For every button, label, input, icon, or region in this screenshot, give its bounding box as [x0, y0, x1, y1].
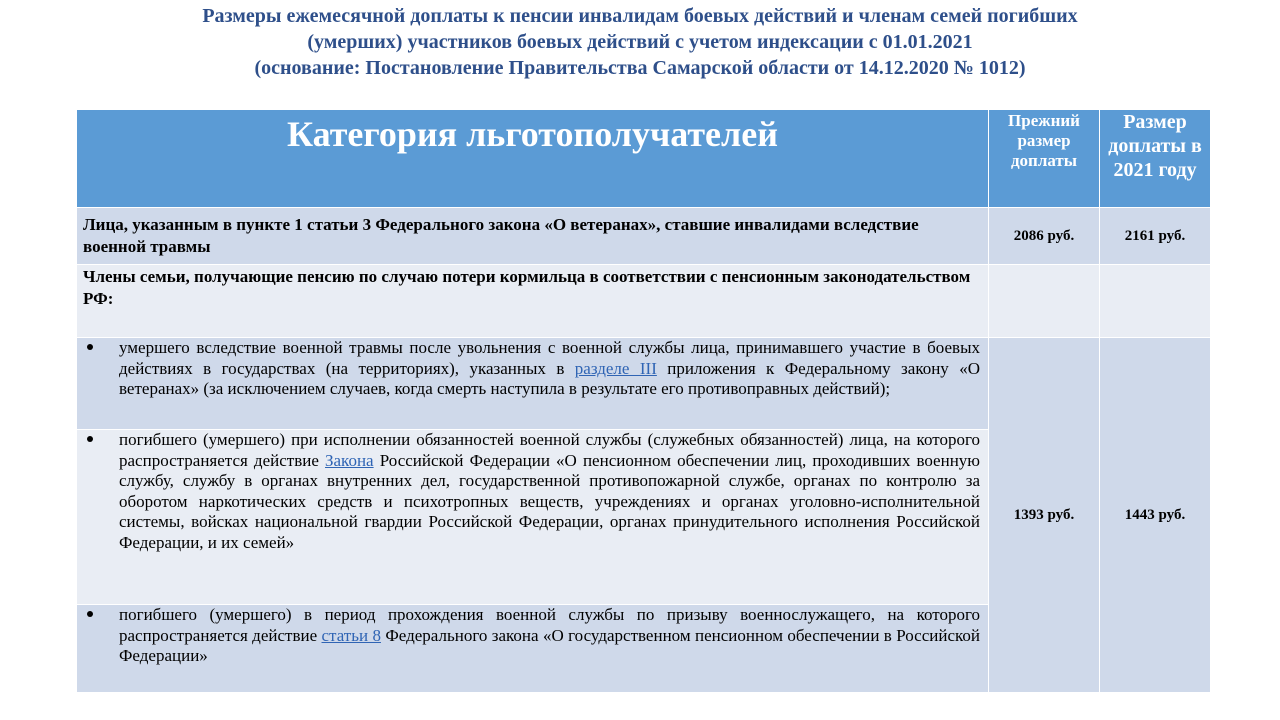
title-line-2: (умерших) участников боевых действий с учетом индексации с 01.01.2021 — [307, 31, 973, 53]
header-row — [77, 110, 1211, 208]
header-current: Размер доплаты в 2021 году — [1100, 110, 1211, 208]
family-current-value: 1443 руб. — [1100, 338, 1211, 693]
family-previous-value: 1393 руб. — [989, 338, 1100, 693]
benefits-table — [76, 109, 1211, 693]
row2-current-empty — [1100, 265, 1211, 338]
bullet2-text: погибшего (умершего) при исполнении обязанностей военной службы (служебных обязанностей) лица, на которого распространяется действие — [119, 430, 980, 470]
bullet-icon — [83, 338, 119, 400]
bullet3-cell — [77, 605, 989, 693]
bullet3-text: погибшего (умершего) в период прохождения военной службы по призыву военнослужащего, на которого распространяется действие — [119, 605, 980, 645]
row1-text: Лица, указанным в пункте 1 статьи 3 Федерального закона «О ветеранах», ставшие инвалидами вследствие военной травмы — [77, 208, 989, 265]
bullet3-text-cont: Федерального закона «О государственном пенсионном обеспечении в Российской Федерации» — [119, 625, 980, 665]
list-item — [77, 338, 1211, 430]
bullet1-cell — [77, 338, 989, 430]
bullet2-cell — [77, 430, 989, 605]
row1-current: 2161 руб. — [1100, 208, 1211, 265]
article-8-link[interactable]: статьи 8 — [321, 625, 381, 645]
bullet-icon — [83, 430, 119, 553]
bullet-icon — [83, 605, 119, 667]
bullet2-text-cont: Российской Федерации «О пенсионном обеспечении лиц, проходивших военную службу, службу в органах внутренних дел, государственной противопожарной службе, органах по контролю за оборотом наркотических средств и психотропных веществ, учреждениях и органах уголовно-исполнительной системы, войсках национальной гвардии Российской Федерации, органах принудительного исполнения Российской Федерации, и их семей» — [119, 450, 980, 552]
section-3-link[interactable]: разделе III — [574, 358, 657, 378]
header-previous: Прежний размер доплаты — [989, 110, 1100, 208]
law-link[interactable]: Закона — [325, 450, 374, 470]
bullet1-text: умершего вследствие военной травмы после увольнения с военной службы лица, принимавшего участие в боевых действиях в государствах (на территориях), указанных в — [119, 338, 980, 378]
row1-previous: 2086 руб. — [989, 208, 1100, 265]
header-category: Категория льготополучателей — [77, 110, 989, 208]
bullet1-text-cont: приложения к Федеральному закону «О ветеранах» (за исключением случаев, когда смерть наступила в результате его противоправных действий); — [119, 358, 981, 398]
row2-previous-empty — [989, 265, 1100, 338]
row2-text: Члены семьи, получающие пенсию по случаю потери кормильца в соответствии с пенсионным законодательством РФ: — [77, 265, 989, 338]
table-row — [77, 208, 1211, 265]
title-line-1: Размеры ежемесячной доплаты к пенсии инвалидам боевых действий и членам семей погибших — [202, 5, 1078, 27]
title-line-3: (основание: Постановление Правительства Самарской области от 14.12.2020 № 1012) — [254, 57, 1026, 79]
table-row — [77, 265, 1211, 338]
page-title — [0, 3, 1280, 81]
